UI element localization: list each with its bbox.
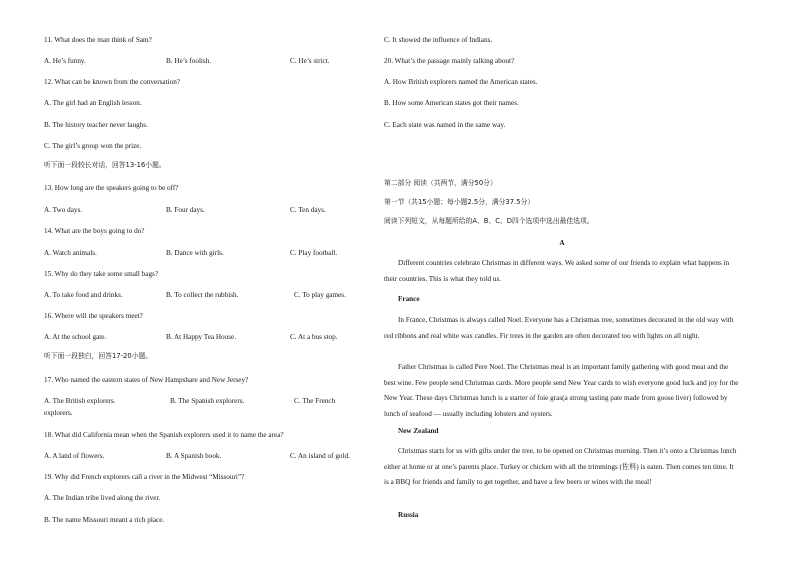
- q19-option-c: C. It showed the influence of Indians.: [384, 36, 493, 44]
- q20-option-b: B. How some American states got their names.: [384, 99, 519, 107]
- part-two-heading: 第二部分 阅读（共两节，满分50分）: [384, 179, 497, 187]
- question-14: 14. What are the boys going to do?: [44, 227, 145, 235]
- paragraph-france-2: Father Christmas is called Pere Noel. The Christmas meal is an important family gathering with good meat and the best wine. Few people send Christmas cards. More people send New Year cards to wish everyone good luck and joy for the New Year. These days Christmas lunch is a starter of foie gras(a strong tasting pate made from goose liver) followed by lunch of seafood — usually including lobsters and oysters.: [384, 363, 739, 418]
- question-18: 18. What did California mean when the Spanish explorers used it to name the area?: [44, 431, 284, 439]
- instruction-17-20: 听下面一段独白，回答17-20小题。: [44, 352, 153, 360]
- q18-option-a: A. A land of flowers.: [44, 452, 105, 460]
- q14-option-a: A. Watch animals.: [44, 249, 97, 257]
- reading-instruction: 阅读下列短文，从每题所给的A、B、C、D四个选项中选出最佳选项。: [384, 217, 594, 225]
- question-20: 20. What’s the passage mainly talking about?: [384, 57, 515, 65]
- q17-option-c-continued: explorers.: [44, 409, 73, 417]
- q19-option-a: A. The Indian tribe lived along the river.: [44, 494, 161, 502]
- q11-option-a: A. He’s funny.: [44, 57, 86, 65]
- q15-option-a: A. To take food and drinks.: [44, 291, 123, 299]
- heading-new-zealand: New Zealand: [398, 427, 439, 435]
- paragraph-intro: Different countries celebrate Christmas in different ways. We asked some of our friends to explain what happens in their countries. This is what they told us.: [384, 259, 730, 283]
- q12-option-a: A. The girl had an English lesson.: [44, 99, 142, 107]
- q13-option-b: B. Four days.: [166, 206, 205, 214]
- q12-option-c: C. The girl’s group won the prize.: [44, 142, 142, 150]
- q17-option-a: A. The British explorers.: [44, 397, 116, 405]
- q18-option-c: C. An island of gold.: [290, 452, 350, 460]
- question-17: 17. Who named the eastern states of New Hampshare and New Jersey?: [44, 376, 249, 384]
- q17-option-b: B. The Spanish explorers.: [170, 397, 245, 405]
- q16-option-a: A. At the school gate.: [44, 333, 107, 341]
- question-15: 15. Why do they take some small bags?: [44, 270, 159, 278]
- q15-option-b: B. To collect the rubbish.: [166, 291, 239, 299]
- heading-russia: Russia: [398, 511, 419, 519]
- section-one-heading: 第一节（共15小题；每小题2.5分，满分37.5分）: [384, 198, 535, 206]
- q13-option-c: C. Ten days.: [290, 206, 326, 214]
- q14-option-b: B. Dance with girls.: [166, 249, 224, 257]
- question-12: 12. What can be known from the conversation?: [44, 78, 180, 86]
- q11-option-c: C. He’s strict.: [290, 57, 330, 65]
- heading-france: France: [398, 295, 420, 303]
- q11-option-b: B. He’s foolish.: [166, 57, 212, 65]
- q17-option-c: C. The French: [294, 397, 336, 405]
- q19-option-b: B. The name Missouri meant a rich place.: [44, 516, 165, 524]
- q14-option-c: C. Play football.: [290, 249, 338, 257]
- passage-label: A: [559, 239, 565, 247]
- paragraph-new-zealand: Christmas starts for us with gifts under the tree, to be opened on Christmas morning. Then it’s onto a Christmas lunch either at home or at one’s parents place. Turkey or chicken with all the trimmings (佐料) is eaten. Then comes ten time. It is a BBQ for friends and family to get together, and have a few beers or wines with the meal!: [384, 447, 737, 486]
- q15-option-c: C. To play games.: [294, 291, 346, 299]
- question-11: 11. What does the man think of Sam?: [44, 36, 152, 44]
- q16-option-c: C. At a bus stop.: [290, 333, 338, 341]
- q12-option-b: B. The history teacher never laughs.: [44, 121, 148, 129]
- question-19: 19. Why did French explorers call a river in the Midwest “Missouri”?: [44, 473, 245, 481]
- instruction-13-16: 听下面一段较长对话，回答13-16小题。: [44, 161, 166, 169]
- q16-option-b: B. At Happy Tea House.: [166, 333, 237, 341]
- question-13: 13. How long are the speakers going to be off?: [44, 184, 179, 192]
- question-16: 16. Where will the speakers meet?: [44, 312, 143, 320]
- q18-option-b: B. A Spanish book.: [166, 452, 222, 460]
- q13-option-a: A. Two days.: [44, 206, 83, 214]
- paragraph-france-1: In France, Christmas is always called Noel. Everyone has a Christmas tree, sometimes decorated in the old way with red ribbons and real white wax candles. Fir trees in the garden are often decorated too with lights on all night.: [384, 316, 734, 340]
- q20-option-c: C. Each state was named in the same way.: [384, 121, 506, 129]
- q20-option-a: A. How British explorers named the American states.: [384, 78, 538, 86]
